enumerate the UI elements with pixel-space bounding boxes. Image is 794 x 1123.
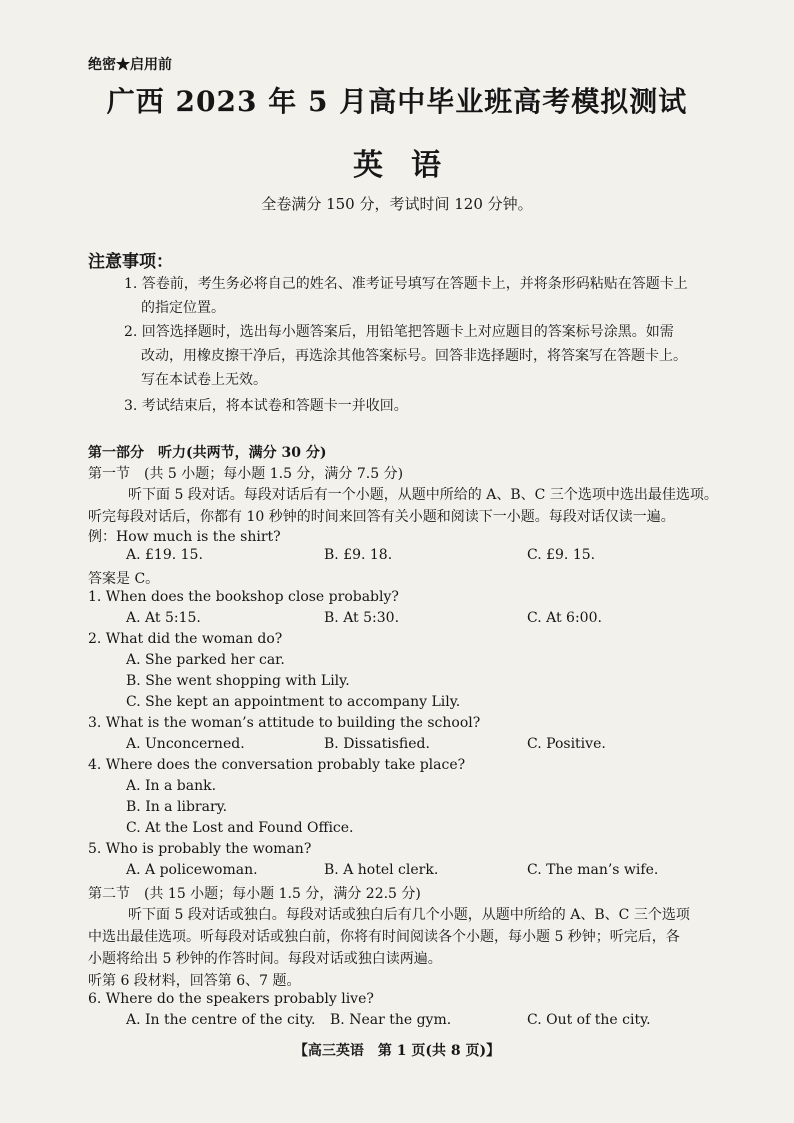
note-item-3 [124, 394, 749, 418]
subject-title: 英语 [353, 148, 469, 183]
question-4: 4. Where does the conversation probably take place? [88, 757, 466, 773]
option-c: C. At 6:00. [527, 610, 602, 626]
instruction-line: 听下面 5 段对话或独白。每段对话或独白后有几个小题，从题中所给的 A、B、C 三个选项 [128, 907, 690, 923]
example-answer: 答案是 C。 [88, 571, 160, 587]
option-a: A. A policewoman. [126, 862, 258, 878]
option-a: A. Unconcerned. [126, 736, 245, 752]
confidential-label: 绝密★启用前 [88, 57, 172, 73]
note-text: 1. 答卷前，考生务必将自己的姓名、准考证号填写在答题卡上，并将条形码粘贴在答题卡上 [124, 276, 688, 292]
exam-title: 广西 2023 年 5 月高中毕业班高考模拟测试 [106, 85, 688, 118]
section2-heading: 第二节 (共 15 小题；每小题 1.5 分，满分 22.5 分) [88, 886, 421, 902]
question-2: 2. What did the woman do? [88, 631, 283, 647]
example-question: 例：How much is the shirt? [88, 529, 281, 545]
instruction-line: 小题将给出 5 秒钟的作答时间。每段对话或独白读两遍。 [88, 951, 442, 967]
instruction-line: 中选出最佳选项。听每段对话或独白前，你将有时间阅读各个小题，每小题 5 秒钟；听完后，各 [88, 929, 680, 945]
instruction-line: 听完每段对话后，你都有 10 秒钟的时间来回答有关小题和阅读下一小题。每段对话仅读一遍。 [88, 509, 675, 525]
example-option: B. £9. 18. [324, 547, 393, 563]
option-a: A. At 5:15. [126, 610, 201, 626]
instruction-line: 听下面 5 段对话。每段对话后有一个小题，从题中所给的 A、B、C 三个选项中选出最佳选项。 [128, 487, 718, 503]
note-text: 写在本试卷上无效。 [141, 372, 267, 388]
option-b: B. A hotel clerk. [324, 862, 439, 878]
option-b: B. Near the gym. [330, 1012, 452, 1028]
option-c: C. The man’s wife. [527, 862, 659, 878]
option-c: C. She kept an appointment to accompany Lily. [126, 694, 461, 710]
note-text: 改动，用橡皮擦干净后，再选涂其他答案标号。回答非选择题时，将答案写在答题卡上。 [141, 348, 687, 364]
note-text: 3. 考试结束后，将本试卷和答题卡一并收回。 [124, 398, 408, 414]
note-text: 的指定位置。 [141, 300, 225, 316]
question-5: 5. Who is probably the woman? [88, 841, 312, 857]
example-option: A. £19. 15. [126, 547, 203, 563]
option-b: B. Dissatisfied. [324, 736, 430, 752]
score-line: 全卷满分 150 分，考试时间 120 分钟。 [261, 195, 533, 213]
section1-instructions [88, 484, 748, 528]
part1-heading: 第一部分 听力(共两节，满分 30 分) [88, 445, 327, 461]
option-b: B. At 5:30. [324, 610, 400, 626]
option-c: C. Out of the city. [527, 1012, 651, 1028]
question-3: 3. What is the woman’s attitude to building the school? [88, 715, 481, 731]
option-b: B. In a library. [126, 799, 228, 815]
option-a: A. She parked her car. [126, 652, 285, 668]
option-a: A. In a bank. [126, 778, 217, 794]
notes-heading: 注意事项： [88, 252, 173, 272]
question-1: 1. When does the bookshop close probably? [88, 589, 399, 605]
option-a: A. In the centre of the city. [126, 1012, 316, 1028]
page-footer: 【高三英语 第 1 页(共 8 页)】 [293, 1043, 501, 1059]
option-c: C. Positive. [527, 736, 606, 752]
section1-heading: 第一节 (共 5 小题；每小题 1.5 分，满分 7.5 分) [88, 466, 404, 482]
note-text: 2. 回答选择题时，选出每小题答案后，用铅笔把答题卡上对应题目的答案标号涂黑。如需 [124, 324, 674, 340]
option-b: B. She went shopping with Lily. [126, 673, 350, 689]
note-item-2 [124, 320, 749, 392]
option-c: C. At the Lost and Found Office. [126, 820, 354, 836]
note-item-1 [124, 272, 749, 320]
material-note: 听第 6 段材料，回答第 6、7 题。 [88, 973, 301, 989]
section2-instructions [88, 904, 748, 970]
question-6: 6. Where do the speakers probably live? [88, 991, 374, 1007]
example-option: C. £9. 15. [527, 547, 596, 563]
